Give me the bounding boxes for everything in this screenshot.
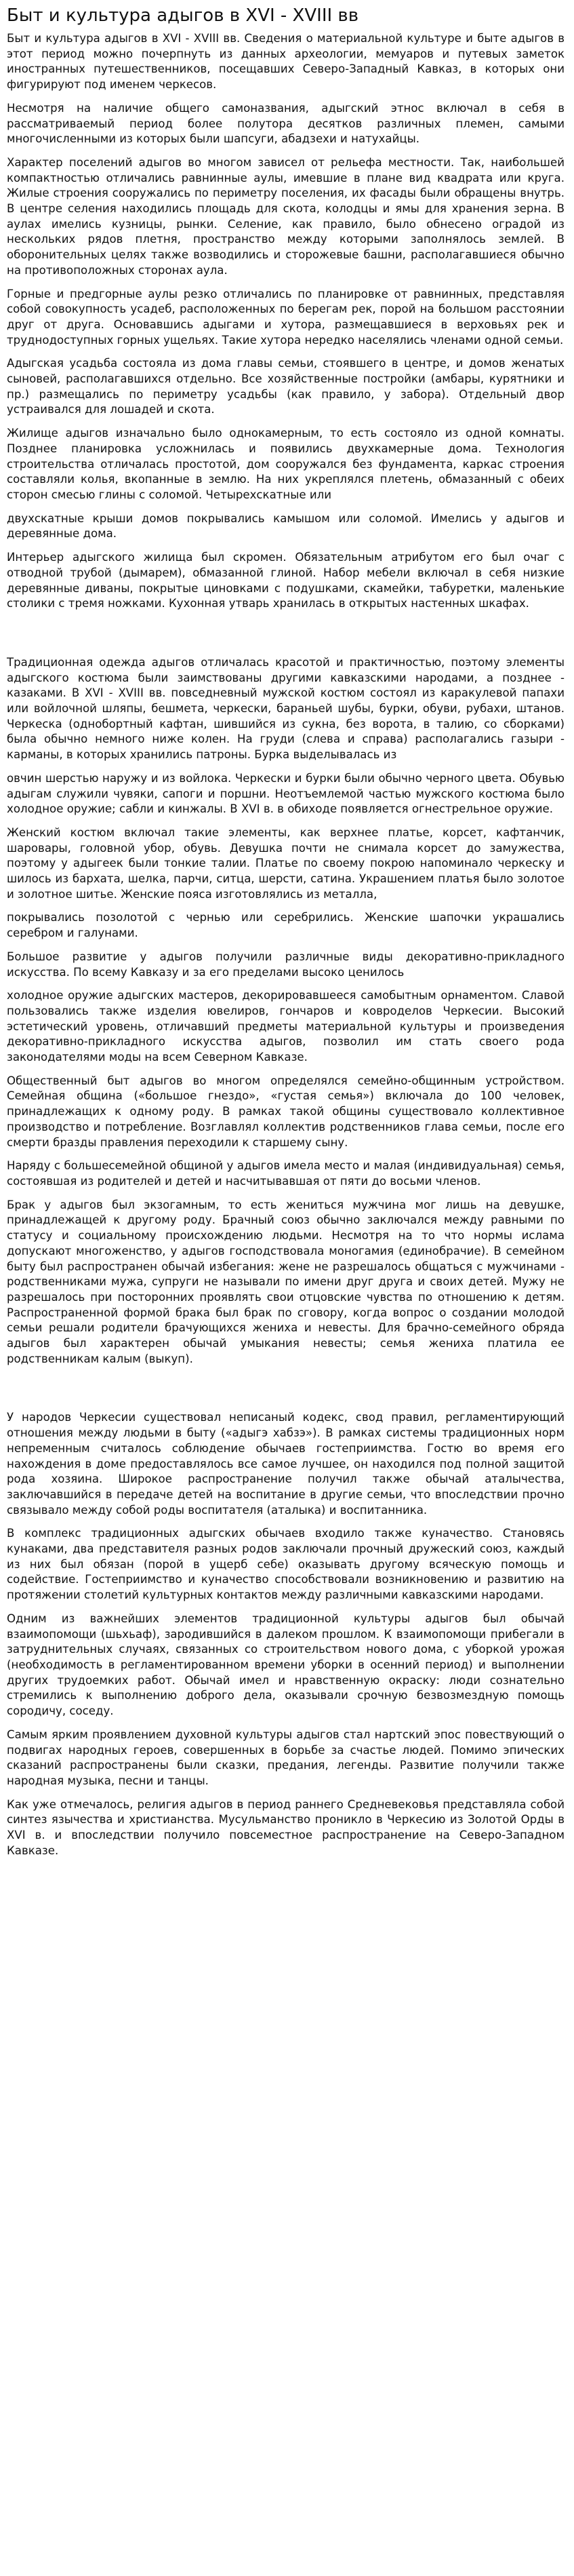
paragraph-intro: Быт и культура адыгов в XVI - XVIII вв. Сведения о материальной культуре и быте адыгов в этот период можно почерпнуть из данных археологии, мемуаров и путевых заметок иностранных путешественников, посещавших Северо-Западный Кавказ, в которых они фигурируют под именем черкесов. [7, 32, 565, 92]
page-title: Быт и культура адыгов в XVI - XVIII вв [7, 5, 359, 26]
paragraph-burka: овчин шерстью наружу и из войлока. Черкески и бурки были обычно черного цвета. Обувью адыгам служили чувяки, сапоги и поршни. Неотъемлемой частью мужского костюма было холодное оружие; сабли и кинжалы. В XVI в. в обиходе появляется огнестрельное оружие. [7, 771, 565, 816]
paragraph-kunachestvo: В комплекс традиционных адыгских обычаев входило также куначество. Становясь кунаками, два представителя разных родов заключали прочный дружеский союз, каждый из них был обязан (порой в ущерб себе) оказывать другому всяческую помощь и содействие. Гостеприимство и куначество способствовали возникновению и развитию на протяжении столетий культурных контактов между различными кавказскими народами. [7, 1527, 565, 1602]
paragraph-code-hospitality: У народов Черкесии существовал неписаный кодекс, свод правил, регламентирующий отношения между людьми в быту («адыгэ хабзэ»). В рамках системы традиционных норм непременным считалось соблюдение обычаев гостеприимства. Гостю во время его нахождения в доме предоставлялось все самое лучшее, он находился под полной защитой рода хозяина. Широкое распространение получил также обычай аталычества, заключавшийся в передаче детей на воспитание в другие семьи, что впоследствии прочно связывало между собой роды воспитателя (аталыка) и воспитанника. [7, 1411, 565, 1517]
paragraph-interior: Интерьер адыгского жилища был скромен. Обязательным атрибутом его был очаг с отводной трубой (дымарем), обмазанной глиной. Набор мебели включал в себя низкие деревянные диваны, покрытые циновками с подушками, скамейки, табуретки, маленькие столики с тремя ножками. Кухонная утварь хранилась в открытых настенных шкафах. [7, 551, 565, 610]
paragraph-religion: Как уже отмечалось, религия адыгов в период раннего Средневековья представляла собой синтез язычества и христианства. Мусульманство проникло в Черкесию из Золотой Орды в XVI в. и впоследствии получило повсеместное распространение на Северо-Западном Кавказе. [7, 1797, 565, 1857]
paragraph-epos: Самым ярким проявлением духовной культуры адыгов стал нартский эпос повествующий о подвигах народных героев, совершенных в борьбе за счастье людей. Помимо эпических сказаний распространены были сказки, предания, легенды. Развитие получили также народная музыка, песни и танцы. [7, 1728, 565, 1787]
paragraph-tribes: Несмотря на наличие общего самоназвания, адыгский этнос включал в себя в рассматриваемый период более полутора десятков различных племен, самыми многочисленными из которых были шапсуги, абадзехи и натухайцы. [7, 101, 565, 146]
paragraph-belts: покрывались позолотой с чернью или серебрились. Женские шапочки украшались серебром и галунами. [7, 911, 565, 940]
paragraph-community: Общественный быт адыгов во многом определялся семейно-общинным устройством. Семейная община («большое гнездо», «густая семья») включала до 100 человек, принадлежащих к одному роду. В рамках такой общины существовало коллективное производство и потребление. Возглавлял коллектив родственников глава семьи, после его смерти бразды правления переходили к старшему сыну. [7, 1074, 565, 1149]
paragraph-small-family: Наряду с большесемейной общиной у адыгов имела место и малая (индивидуальная) семья, состоявшая из родителей и детей и насчитывавшая от пяти до восьми членов. [7, 1159, 565, 1188]
paragraph-dwelling: Жилище адыгов изначально было однокамерным, то есть состояло из одной комнаты. Позднее планировка усложнилась и появились двухкамерные дома. Технология строительства отличалась простотой, дом сооружался без фундамента, каркас строения составляли колья, вкопанные в землю. На них укреплялся плетень, обмазанный с обеих сторон смесью глины с соломой. Четырехскатные или [7, 427, 565, 501]
section-gap [7, 1375, 565, 1410]
paragraph-decorative-arts: Большое развитие у адыгов получили различные виды декоративно-прикладного искусства. По всему Кавказу и за его пределами высоко ценилось [7, 950, 565, 979]
paragraph-marriage: Брак у адыгов был экзогамным, то есть жениться мужчина мог лишь на девушке, принадлежащей к другому роду. Брачный союз обычно заключался между равными по статусу и социальному происхождению людьми. Несмотря на то что нормы ислама допускают многоженство, у адыгов господствовала моногамия (единобрачие). В семейном быту был распространен обычай избегания: жене не разрешалось общаться с мужчинами - родственниками мужа, супруги не называли по имени друг друга и своих детей. Мужу не разрешалось при посторонних проявлять свои отцовские чувства по отношению к детям. Распространенной формой брака был брак по сговору, когда вопрос о создании молодой семьи решали родители брачующихся жениха и невесты. Для брачно-семейного обряда адыгов был характерен обычай умыкания невесты; семья жениха платила ее родственникам калым (выкуп). [7, 1198, 565, 1365]
paragraph-women-costume: Женский костюм включал такие элементы, как верхнее платье, корсет, кафтанчик, шаровары, головной убор, обувь. Девушка почти не снимала корсет до замужества, поэтому у адыгеек были тонкие талии. Платье по своему покрою напоминало черкеску и шилось из бархата, шелка, парчи, ситца, шерсти, сатина. Украшением платья было золотое и золотное шитье. Женские пояса изготовлялись из металла, [7, 825, 565, 901]
paragraph-clothing: Традиционная одежда адыгов отличалась красотой и практичностью, поэтому элементы адыгского костюма были заимствованы другими кавказскими народами, а позднее - казаками. В XVI - XVIII вв. повседневный мужской костюм состоял из каракулевой папахи или войлочной шляпы, бешмета, черкески, бараньей шубы, бурки, обуви, рубахи, штанов. Черкеска (однобортный кафтан, шившийся из сукна, без ворота, в талию, со сборками) была обычно немного ниже колен. На груди (слева и справа) располагались газыри - карманы, в которых хранились патроны. Бурка выделывалась из [7, 655, 565, 762]
paragraph-mountain-villages: Горные и предгорные аулы резко отличались по планировке от равнинных, представляя собой совокупность усадеб, расположенных по берегам рек, порой на большом расстоянии друг от друга. Основавшись адыгами и хутора, размещавшиеся в верховьях рек и труднодоступных горных ущельях. Такие хутора нередко населялись членами одной семьи. [7, 287, 565, 347]
paragraph-roofs: двухскатные крыши домов покрывались камышом или соломой. Имелись у адыгов и деревянные дома. [7, 511, 565, 541]
paragraph-weapons-crafts: холодное оружие адыгских мастеров, декорировавшееся самобытным орнаментом. Славой пользовались также изделия ювелиров, гончаров и ковроделов Черкесии. Высокий эстетический уровень, отличавший предметы материальной культуры и произведения декоративно-прикладного искусства адыгов, позволил им стать своего рода законодателями моды на всем Северном Кавказе. [7, 989, 565, 1064]
paragraph-mutual-aid: Одним из важнейших элементов традиционной культуры адыгов был обычай взаимопомощи (шьхьаф), зародившийся в далеком прошлом. К взаимопомощи прибегали в затруднительных случаях, связанных со строительством нового дома, с уборкой урожая (необходимость в регламентированном времени уборки в осенний период) и выполнении других трудоемких работ. Обычай имел и нравственную окраску: люди сознательно стремились к выполнению доброго дела, оказывали срочную безвозмездную помощь сородичу, соседу. [7, 1612, 565, 1718]
section-gap [7, 620, 565, 655]
paragraph-settlements: Характер поселений адыгов во многом зависел от рельефа местности. Так, наибольшей компактностью отличались равнинные аулы, имевшие в плане вид квадрата или круга. Жилые строения сооружались по периметру поселения, их фасады были обращены внутрь. В центре селения находились площадь для скота, колодцы и ямы для хранения зерна. В аулах имелись кузницы, рынки. Селение, как правило, было обнесено оградой из нескольких рядов плетня, пространство между которыми заполнялось землей. В оборонительных целях также возводились и сторожевые башни, располагавшиеся обычно на противоположных сторонах аула. [7, 155, 565, 277]
paragraph-homestead: Адыгская усадьба состояла из дома главы семьи, стоявшего в центре, и домов женатых сыновей, располагавшихся отдельно. Все хозяйственные постройки (амбары, курятники и пр.) размещались по периметру усадьбы (как правило, у забора). Отдельный двор устраивался для лошадей и скота. [7, 357, 565, 416]
